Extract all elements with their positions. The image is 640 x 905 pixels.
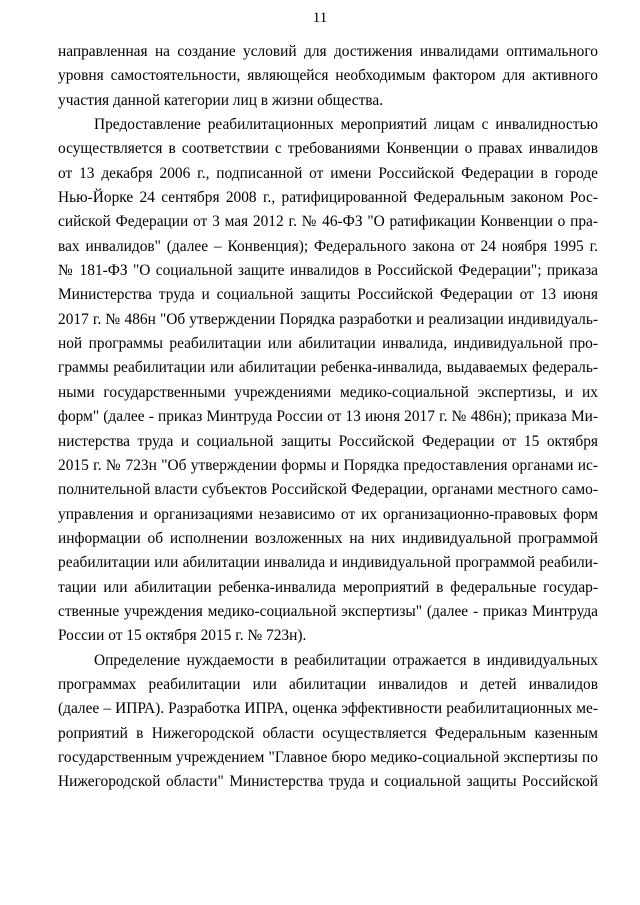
text-line: тации или абилитации ребенка-инвалида мероприятий в федеральные государ- [58, 578, 598, 596]
text-line: реабилитации или абилитации инвалида и индивидуальной программой реабили- [58, 554, 598, 572]
text-line: России от 15 октября 2015 г. № 723н). [58, 627, 307, 645]
text-line: сийской Федерации от 3 мая 2012 г. № 46-ФЗ "О ратификации Конвенции о пра- [58, 213, 598, 231]
text-line: граммы реабилитации или абилитации ребенка-инвалида, выдаваемых федераль- [58, 359, 598, 377]
text-line: Определение нуждаемости в реабилитации отражается в индивидуальных [94, 651, 598, 669]
text-line: 2015 г. № 723н "Об утверждении формы и Порядка предоставления органами ис- [58, 456, 598, 474]
text-line: программах реабилитации или абилитации инвалидов и детей инвалидов [58, 675, 598, 693]
text-line: информации об исполнении возложенных на них индивидуальной программой [58, 529, 598, 547]
text-line: Министерства труда и социальной защиты Российской Федерации от 13 июня [58, 286, 598, 304]
text-line: № 181-ФЗ "О социальной защите инвалидов в Российской Федерации"; приказа [58, 262, 598, 280]
text-line: ственные учреждения медико-социальной экспертизы" (далее - приказ Минтруда [58, 602, 598, 620]
page-number: 11 [312, 10, 328, 26]
text-line: форм" (далее - приказ Минтруда России от 13 июня 2017 г. № 486н); приказа Ми- [58, 408, 598, 426]
text-line: нистерства труда и социальной защиты Российской Федерации от 15 октября [58, 432, 598, 450]
text-line: участия данной категории лиц в жизни общества. [58, 91, 384, 109]
text-line: роприятий в Нижегородской области осуществляется Федеральным казенным [58, 724, 598, 742]
text-line: от 13 декабря 2006 г., подписанной от имени Российской Федерации в городе [58, 164, 598, 182]
text-line: управления и организациями независимо от их организационно-правовых форм [58, 505, 598, 523]
text-line: Предоставление реабилитационных мероприятий лицам с инвалидностью [94, 116, 598, 134]
text-line: Нью-Йорке 24 сентября 2008 г., ратифицированной Федеральным законом Рос- [58, 189, 598, 207]
text-line: полнительной власти субъектов Российской Федерации, органами местного само- [58, 481, 598, 499]
paragraph [58, 113, 598, 649]
document-body [58, 40, 598, 795]
text-line: Нижегородской области" Министерства труда и социальной защиты Российской [58, 773, 598, 791]
text-line: осуществляется в соответствии с требованиями Конвенции о правах инвалидов [58, 140, 598, 158]
paragraph [58, 649, 598, 795]
text-line: государственным учреждением "Главное бюро медико-социальной экспертизы по [58, 748, 598, 766]
text-line: вах инвалидов" (далее – Конвенция); Федерального закона от 24 ноября 1995 г. [58, 237, 598, 255]
text-line: уровня самостоятельности, являющейся необходимым фактором для активного [58, 67, 598, 85]
paragraph [58, 40, 598, 113]
text-line: направленная на создание условий для достижения инвалидами оптимального [58, 43, 598, 60]
text-line: ными государственными учреждениями медико-социальной экспертизы, и их [58, 383, 598, 401]
text-line: (далее – ИПРА). Разработка ИПРА, оценка эффективности реабилитационных ме- [58, 700, 598, 718]
text-line: 2017 г. № 486н "Об утверждении Порядка разработки и реализации индивидуаль- [58, 310, 598, 328]
text-line: ной программы реабилитации или абилитации инвалида, индивидуальной про- [58, 335, 598, 353]
